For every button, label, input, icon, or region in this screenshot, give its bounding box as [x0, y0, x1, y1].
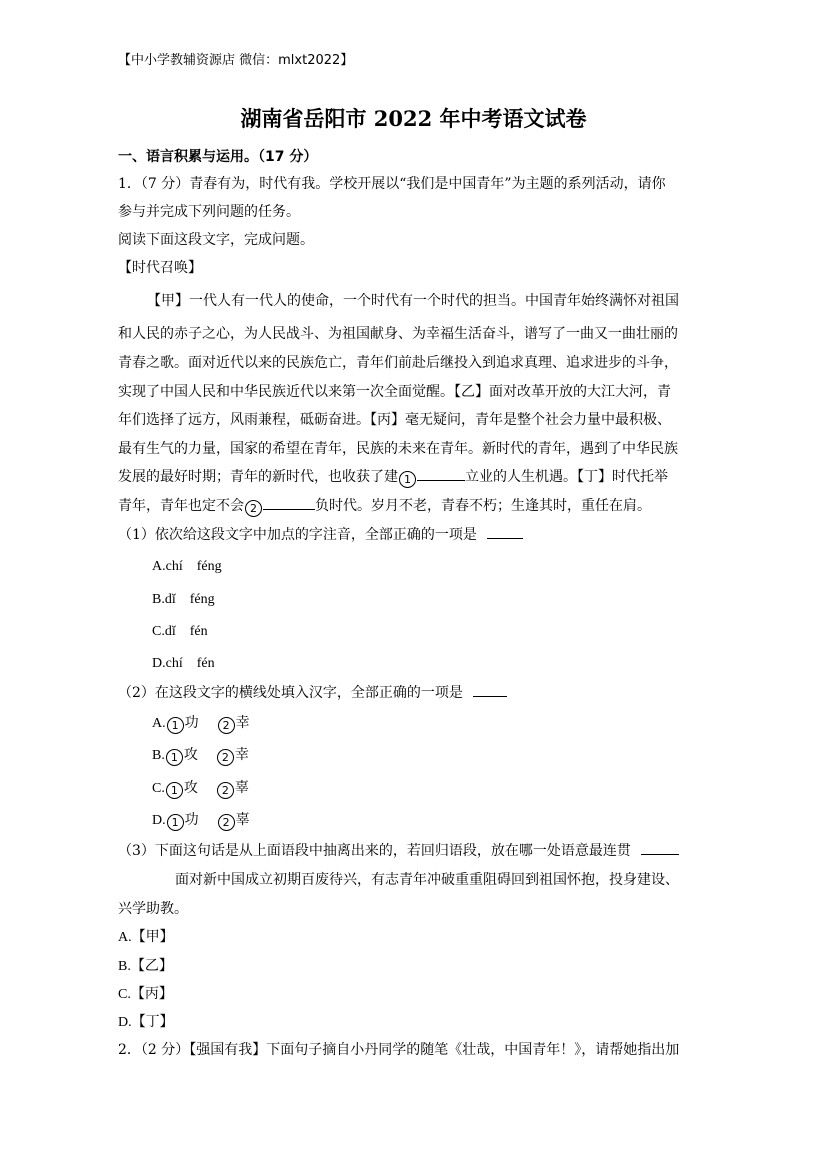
q1-line2: 参与并完成下列问题的任务。	[118, 204, 300, 220]
passage-line: 年们选择了远方，风雨兼程，砥砺奋进。【丙】毫无疑问，青年是整个社会力量中最积极、	[118, 412, 671, 428]
sub-question-text: （1）依次给这段文字中加点的字注音，全部正确的一项是	[118, 527, 477, 543]
circled-number-1: 1	[399, 471, 416, 488]
sub-question-text: （3）下面这句话是从上面语段中抽离出来的，若回归语段，放在哪一处语意最连贯	[118, 843, 631, 859]
sub-question-3	[118, 840, 679, 860]
passage-line	[118, 466, 668, 488]
answer-blank[interactable]	[487, 524, 523, 539]
passage-line: 实现了中国人民和中华民族近代以来第一次全面觉醒。【乙】面对改革开放的大江大河，青	[118, 384, 671, 400]
circled-number-1: 1	[167, 717, 184, 734]
option-char: 功	[184, 813, 199, 828]
option-char: 攻	[183, 781, 198, 796]
sub-question-1	[118, 524, 523, 544]
passage-text: 立业的人生机遇。【丁】时代托举	[465, 469, 668, 485]
option-letter: A.	[152, 716, 166, 731]
passage-line: 和人民的赤子之心，为人民战斗、为祖国献身、为幸福生活奋斗，谱写了一曲又一曲壮丽的	[118, 326, 678, 342]
passage-line	[118, 495, 651, 517]
passage-text: 负时代。岁月不老，青春不朽；生逢其时，重任在肩。	[315, 498, 651, 514]
circled-number-2: 2	[218, 814, 235, 831]
passage-line: 最有生气的力量，国家的希望在青年，民族的未来在青年。新时代的青年，遇到了中华民族	[118, 441, 678, 457]
q1-line3: 阅读下面这段文字，完成问题。	[118, 232, 314, 248]
passage-text: 青年，青年也定不会	[118, 498, 244, 514]
option: A.【甲】	[118, 930, 174, 945]
option: B.dǐ féng	[152, 592, 215, 607]
page-title: 湖南省岳阳市 2022 年中考语文试卷	[240, 106, 587, 131]
passage-line: 【甲】一代人有一代人的使命，一个时代有一个时代的担当。中国青年始终满怀对祖国	[147, 293, 679, 309]
circled-number-2: 2	[217, 782, 234, 799]
option	[152, 809, 250, 831]
passage-line: 青春之歌。面对近代以来的民族危亡，青年们前赴后继投入到追求真理、追求进步的斗争，	[118, 355, 678, 371]
option	[152, 777, 249, 799]
option: C.dǐ fén	[152, 624, 208, 639]
circled-number-2: 2	[218, 717, 235, 734]
option-char: 辜	[235, 813, 250, 828]
option-char: 辜	[234, 781, 249, 796]
q2-line1: 2．（2 分）【强国有我】下面句子摘自小丹同学的随笔《壮哉，中国青年！》，请帮她指出加	[118, 1042, 680, 1058]
option: B.【乙】	[118, 959, 173, 974]
extracted-sentence: 兴学助教。	[118, 901, 188, 917]
option: C.【丙】	[118, 987, 173, 1002]
answer-blank[interactable]	[473, 682, 507, 697]
q1-line1: 1．（7 分）青春有为，时代有我。学校开展以“我们是中国青年”为主题的系列活动，请你	[118, 176, 666, 192]
option: D.【丁】	[118, 1015, 174, 1030]
sub-question-2	[118, 682, 507, 702]
option-char: 幸	[235, 716, 250, 731]
q1-heading: 【时代召唤】	[118, 260, 202, 276]
option: A.chí féng	[152, 559, 222, 574]
circled-number-2: 2	[245, 500, 262, 517]
circled-number-1: 1	[166, 749, 183, 766]
option-letter: D.	[152, 813, 166, 828]
circled-number-1: 1	[167, 814, 184, 831]
option-char: 攻	[183, 748, 198, 763]
circled-number-2: 2	[217, 749, 234, 766]
shop-header: 【中小学教辅资源店 微信：mlxt2022】	[118, 53, 354, 68]
option: D.chí fén	[152, 656, 215, 671]
option-char: 幸	[234, 748, 249, 763]
option	[152, 744, 249, 766]
option-letter: C.	[152, 781, 165, 796]
fill-blank-1[interactable]	[417, 466, 465, 481]
extracted-sentence: 面对新中国成立初期百废待兴，有志青年冲破重重阻碍回到祖国怀抱，投身建设、	[175, 872, 679, 888]
fill-blank-2[interactable]	[263, 495, 315, 510]
option	[152, 712, 250, 734]
passage-text: 发展的最好时期；青年的新时代，也收获了建	[118, 469, 398, 485]
option-char: 功	[184, 716, 199, 731]
circled-number-1: 1	[166, 782, 183, 799]
option-letter: B.	[152, 748, 165, 763]
section-heading: 一、语言积累与运用。（17 分）	[118, 149, 318, 165]
sub-question-text: （2）在这段文字的横线处填入汉字，全部正确的一项是	[118, 685, 463, 701]
answer-blank[interactable]	[641, 840, 679, 855]
